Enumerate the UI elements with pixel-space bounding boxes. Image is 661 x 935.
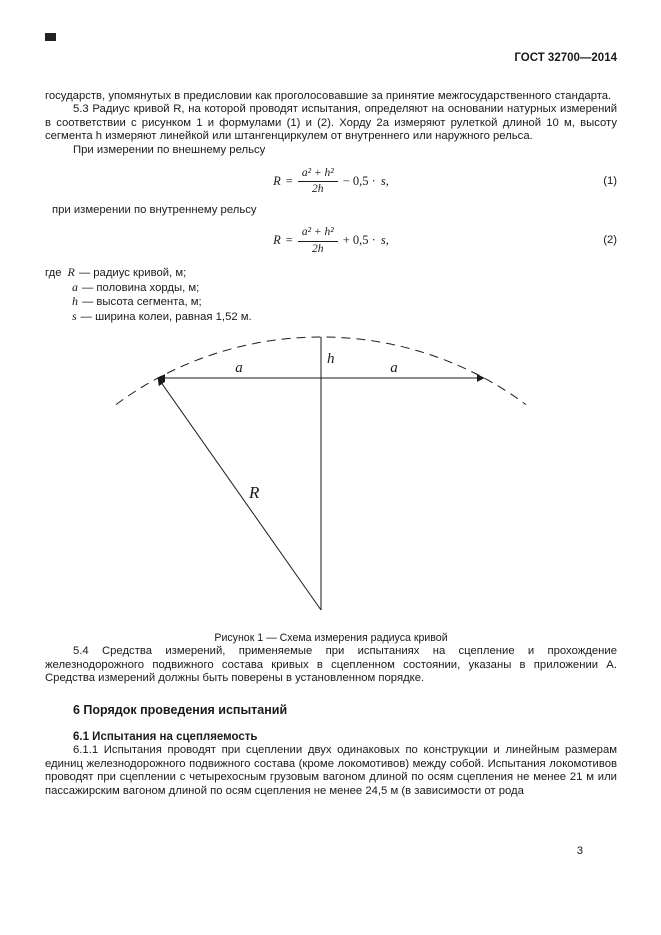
- scan-mark: [45, 33, 56, 41]
- equation-number: (1): [603, 174, 617, 187]
- where-var: a: [72, 279, 78, 294]
- doc-number: ГОСТ 32700—2014: [514, 52, 617, 64]
- where-desc: — половина хорды, м;: [82, 281, 200, 294]
- radius-line: [158, 378, 321, 610]
- where-row: [45, 310, 617, 325]
- where-desc: — высота сегмента, м;: [82, 296, 202, 309]
- fraction-numerator: a² + h²: [298, 226, 338, 241]
- formula-2-expression: [273, 226, 389, 256]
- fraction-numerator: a² + h²: [298, 167, 338, 182]
- paragraph-inner-rail: при измерении по внутреннему рельсу: [52, 203, 257, 216]
- where-row: [45, 295, 617, 310]
- where-row: [45, 281, 617, 296]
- formula-1-expression: [273, 167, 389, 197]
- fraction: [298, 226, 338, 255]
- subsection-heading-6-1: 6.1 Испытания на сцепляемость: [73, 730, 258, 743]
- formula-variable-s: s,: [380, 233, 389, 248]
- paragraph-5-4: 5.4 Средства измерений, применяемые при испытаниях на сцепление и прохождение железнодорожного подвижного состава кривых в сцепленном состоянии, указаны в приложении А. Средства измерений должны быть поверены в установленном порядке.: [45, 645, 617, 685]
- paragraph-intro: государств, упомянутых в предисловии как проголосовавшие за принятие межгосударственного стандарта.: [45, 89, 612, 102]
- fraction-denominator: 2h: [312, 183, 324, 196]
- figure-1: [45, 330, 617, 646]
- where-row: [45, 266, 617, 281]
- formula-variable-s: s,: [380, 173, 389, 188]
- label-a-right: a: [389, 359, 398, 376]
- where-prefix: где: [45, 267, 62, 280]
- paragraph-5-3: 5.3 Радиус кривой R, на которой проводят испытания, определяют на основании натурных измерений в соответствии с рисунком 1 и формулами (1) и (2). Хорду 2a измеряют рулеткой длиной 10 м, высоту сегмента h измеряют линейкой или штангенциркулем от внутреннего или наружного рельса.: [45, 103, 617, 143]
- where-definitions: [45, 266, 617, 324]
- fraction: [298, 167, 338, 196]
- where-desc: — ширина колеи, равная 1,52 м.: [80, 310, 252, 323]
- label-r: R: [248, 482, 259, 502]
- where-var: h: [72, 294, 78, 309]
- formula-lhs: R: [273, 173, 281, 188]
- label-h: h: [326, 350, 334, 367]
- formula-lhs: R: [273, 233, 281, 248]
- fraction-denominator: 2h: [312, 242, 324, 255]
- equals-sign: =: [285, 173, 293, 188]
- formula-operator: + 0,5 ·: [342, 233, 376, 248]
- where-desc: — радиус кривой, м;: [78, 267, 187, 280]
- paragraph-6-1-1: 6.1.1 Испытания проводят при сцеплении двух одинаковых по конструкции и линейным размерам единиц железнодорожного подвижного состава (кроме локомотивов) между собой. Испытания локомотивов проводят при сцеплении с четырехосным грузовым вагоном длиной по осям сцепления не менее 21 м или пассажирским вагоном длиной по осям сцепления не менее 24,5 м (в зависимости от рода: [45, 744, 617, 797]
- formula-2: [45, 226, 617, 256]
- equation-number: (2): [603, 234, 617, 247]
- label-a-left: a: [234, 359, 243, 376]
- formula-1: [45, 167, 617, 197]
- section-heading-6: 6 Порядок проведения испытаний: [73, 702, 288, 717]
- where-var: s: [72, 308, 77, 323]
- page-number: 3: [576, 845, 583, 857]
- formula-operator: − 0,5 ·: [342, 173, 376, 188]
- paragraph-outer-rail: При измерении по внешнему рельсу: [73, 143, 266, 156]
- figure-caption: Рисунок 1 — Схема измерения радиуса кривой: [214, 631, 448, 644]
- curve-radius-diagram: [46, 330, 617, 620]
- where-var: R: [67, 265, 75, 280]
- equals-sign: =: [285, 233, 293, 248]
